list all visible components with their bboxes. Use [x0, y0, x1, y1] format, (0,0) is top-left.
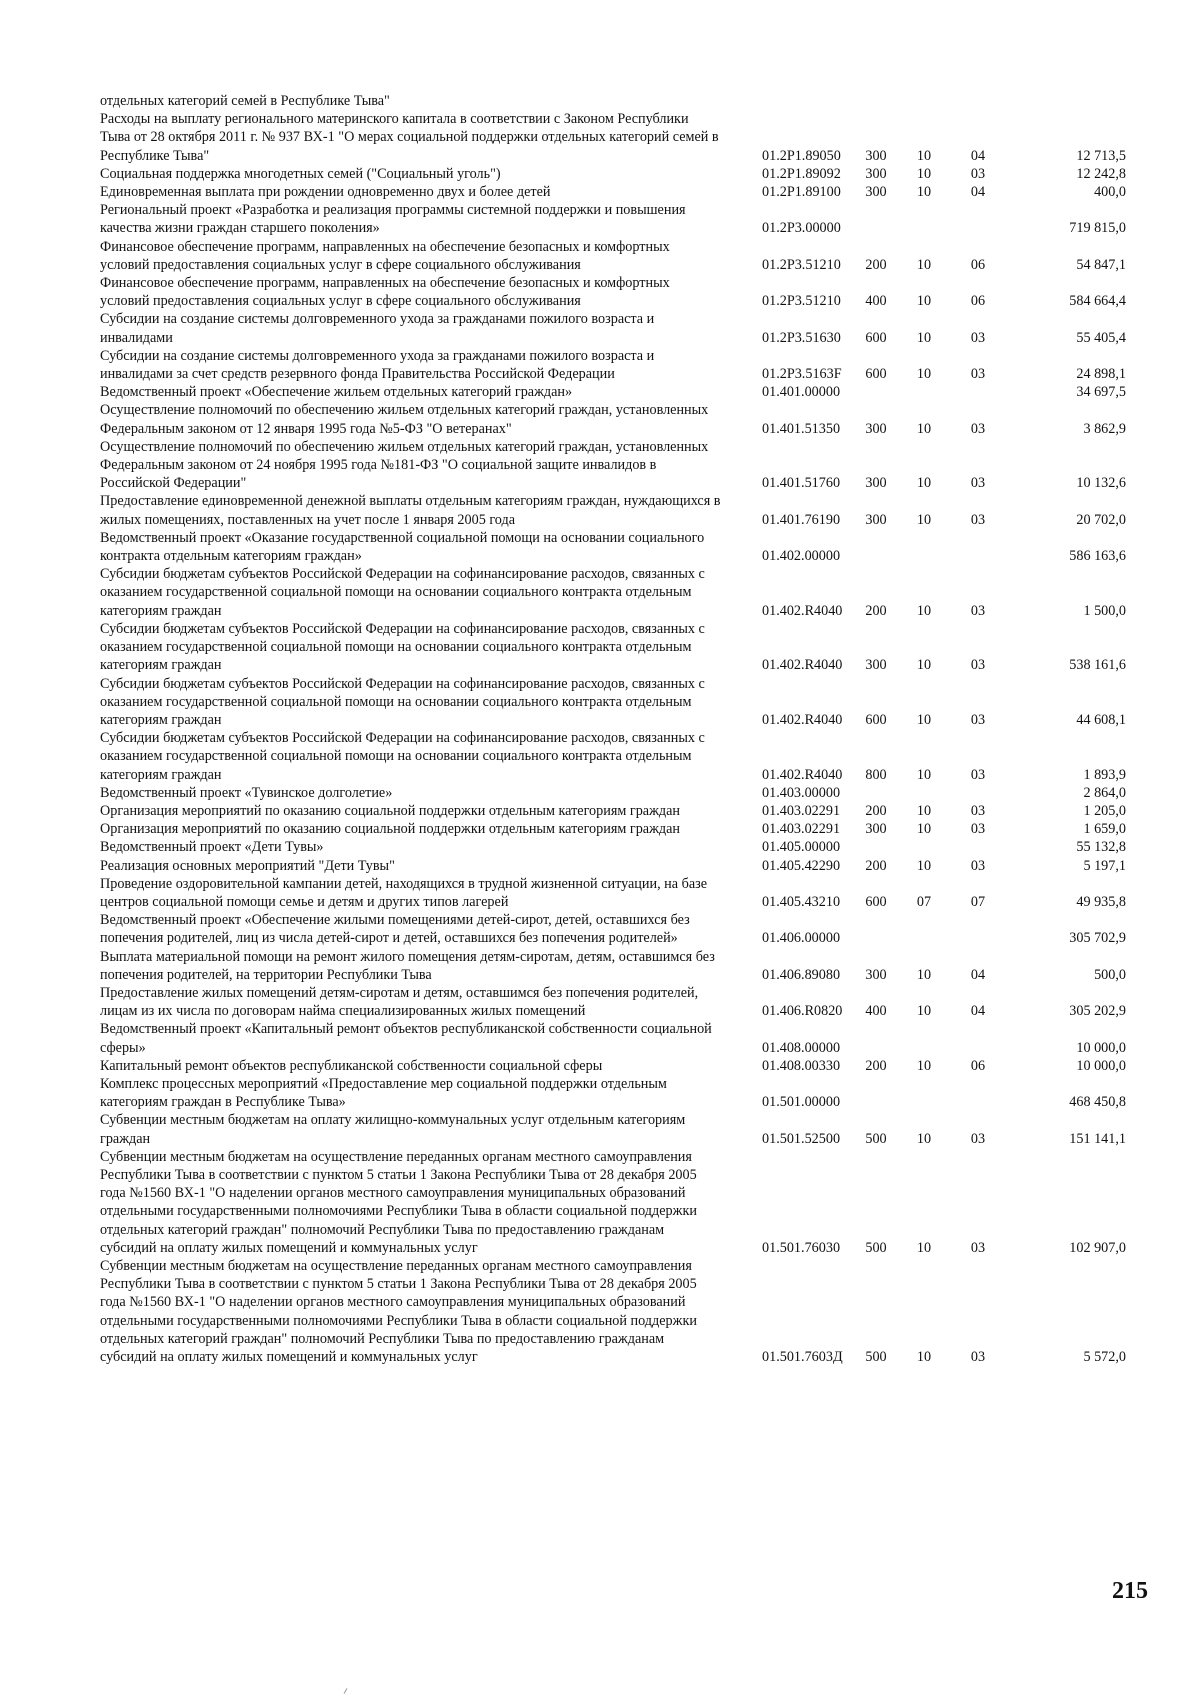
row-amount: 5 197,1: [1083, 857, 1126, 874]
row-amount: 1 893,9: [1083, 766, 1126, 783]
row-expense-type: 300: [865, 420, 887, 437]
row-expense-type: 200: [865, 802, 887, 819]
row-section: 10: [916, 511, 932, 528]
table-row: [100, 238, 1130, 274]
table-row: [100, 838, 1130, 856]
row-amount: 305 702,9: [1069, 930, 1126, 947]
row-subsection: [948, 92, 1008, 110]
row-target-code: 01.402.00000: [762, 548, 841, 565]
table-row: [100, 438, 1130, 493]
row-name: Ведомственный проект «Обеспечение жильем отдельных категорий граждан»: [100, 384, 573, 401]
row-name: Организация мероприятий по оказанию социальной поддержки отдельным категориям граждан: [100, 821, 681, 838]
table-row: [100, 274, 1130, 310]
row-target-code: 01.402.R4040: [762, 602, 843, 619]
row-expense-type: 300: [865, 657, 887, 674]
row-name: Комплекс процессных мероприятий «Предоставление мер социальной поддержки отдельным категориям граждан в Республике Тыва»: [100, 1075, 667, 1111]
row-target-code: 01.405.42290: [762, 857, 841, 874]
row-name: Ведомственный проект «Обеспечение жилыми помещениями детей-сирот, детей, оставшихся без попечения родителей, лиц из числа детей-сирот и детей, оставшихся без попечения родителей»: [100, 912, 690, 947]
table-row: [100, 401, 1130, 437]
row-subsection: 03: [970, 602, 986, 619]
table-row: [100, 620, 1130, 675]
row-section: 10: [916, 420, 932, 437]
row-name: Субсидии бюджетам субъектов Российской Федерации на софинансирование расходов, связанных с оказанием государственной социальной помощи на основании социального контракта отдельным категориям граждан: [100, 566, 705, 619]
row-amount: 500,0: [1094, 966, 1126, 983]
row-expense-type: [852, 383, 900, 401]
row-section: 07: [916, 893, 932, 910]
row-expense-type: 300: [865, 511, 887, 528]
row-target-code: 01.401.51350: [762, 420, 841, 437]
row-amount: 12 242,8: [1076, 165, 1126, 182]
table-row: [100, 857, 1130, 875]
row-subsection: 06: [970, 256, 986, 273]
row-target-code: 01.2P3.5163F: [762, 366, 842, 383]
table-row: [100, 1020, 1130, 1056]
row-target-code: 01.403.02291: [762, 821, 841, 838]
row-section: 10: [916, 1057, 932, 1074]
row-target-code: 01.2P3.51210: [762, 293, 841, 310]
row-section: 10: [916, 766, 932, 783]
table-row: [100, 784, 1130, 802]
row-amount: 584 664,4: [1069, 293, 1126, 310]
table-row: [100, 347, 1130, 383]
row-name: Единовременная выплата при рождении одновременно двух и более детей: [100, 184, 551, 201]
row-amount: 10 000,0: [1076, 1039, 1126, 1056]
row-subsection: [948, 838, 1008, 856]
row-target-code: 01.501.00000: [762, 1094, 841, 1111]
row-section: 10: [916, 1239, 932, 1256]
row-expense-type: 800: [865, 766, 887, 783]
row-section: 10: [916, 1003, 932, 1020]
row-section: 10: [916, 147, 932, 164]
row-target-code: 01.405.43210: [762, 893, 841, 910]
row-name: Субвенции местным бюджетам на осуществление переданных органам местного самоуправления Республики Тыва в соответствии с пунктом 5 статьи 1 Закона Республики Тыва от 28 декабря 2005 года №1560 ВХ-1 "О наделении органов местного самоуправления муниципальных образований отдельными государственными полномочиями Республики Тыва в области социальной поддержки отдельных категорий граждан" полномочий Республики Тыва по предоставлению гражданам субсидий на оплату жилых помещений и коммунальных услуг: [100, 1258, 697, 1366]
row-amount: 20 702,0: [1076, 511, 1126, 528]
row-amount: 55 405,4: [1076, 329, 1126, 346]
row-amount: 5 572,0: [1083, 1349, 1126, 1366]
row-target-code: 01.501.52500: [762, 1130, 841, 1147]
table-row: [100, 1111, 1130, 1147]
row-name: Осуществление полномочий по обеспечению жильем отдельных категорий граждан, установленных Федеральным законом от 24 ноября 1995 года №181-ФЗ "О социальной защите инвалидов в Российской Федерации": [100, 438, 709, 492]
row-amount: 24 898,1: [1076, 366, 1126, 383]
row-target-code: 01.402.R4040: [762, 766, 843, 783]
row-amount: 55 132,8: [1076, 839, 1126, 856]
row-target-code: 01.406.R0820: [762, 1003, 843, 1020]
row-expense-type: 300: [865, 475, 887, 492]
table-row: [100, 820, 1130, 838]
row-expense-type: 500: [865, 1239, 887, 1256]
scan-mark: [344, 1688, 348, 1694]
row-target-code: 01.403.00000: [762, 784, 841, 801]
row-section: 10: [916, 293, 932, 310]
row-subsection: 03: [970, 1349, 986, 1366]
row-subsection: 03: [970, 766, 986, 783]
row-name: Реализация основных мероприятий "Дети Тувы": [100, 857, 395, 874]
row-amount: 1 500,0: [1083, 602, 1126, 619]
row-amount: 586 163,6: [1069, 548, 1126, 565]
row-section: [900, 1020, 948, 1056]
row-target-code: 01.2P1.89100: [762, 184, 841, 201]
row-subsection: 04: [970, 184, 986, 201]
row-subsection: 07: [970, 893, 986, 910]
row-target-code: 01.2P1.89092: [762, 165, 841, 182]
row-expense-type: [852, 201, 900, 237]
row-expense-type: [852, 784, 900, 802]
row-subsection: 03: [970, 1130, 986, 1147]
table-row: [100, 110, 1130, 165]
row-subsection: [948, 383, 1008, 401]
row-target-code: 01.401.51760: [762, 475, 841, 492]
row-amount: 3 862,9: [1083, 420, 1126, 437]
row-target-code: 01.2P3.51630: [762, 329, 841, 346]
row-subsection: 03: [970, 366, 986, 383]
row-name: Субсидии на создание системы долговременного ухода за гражданами пожилого возраста и инвалидами: [100, 311, 655, 346]
row-section: 10: [916, 657, 932, 674]
row-name: Ведомственный проект «Дети Тувы»: [100, 839, 324, 856]
row-expense-type: 200: [865, 857, 887, 874]
row-name: Субвенции местным бюджетам на оплату жилищно-коммунальных услуг отдельным категориям граждан: [100, 1112, 686, 1147]
row-name: Ведомственный проект «Капитальный ремонт объектов республиканской собственности социальной сферы»: [100, 1021, 712, 1056]
row-subsection: 03: [970, 857, 986, 874]
row-subsection: [948, 529, 1008, 565]
row-name: Субсидии бюджетам субъектов Российской Федерации на софинансирование расходов, связанных с оказанием государственной социальной помощи на основании социального контракта отдельным категориям граждан: [100, 620, 705, 674]
page-number: 215: [1112, 1578, 1148, 1604]
row-subsection: 04: [970, 1003, 986, 1020]
budget-table: [100, 92, 1130, 1366]
row-name: Субсидии на создание системы долговременного ухода за гражданами пожилого возраста и инвалидами за счет средств резервного фонда Правительства Российской Федерации: [100, 347, 655, 383]
row-target-code: 01.406.89080: [762, 966, 841, 983]
row-expense-type: 400: [865, 1003, 887, 1020]
table-row: [100, 201, 1130, 237]
row-target-code: 01.2P3.51210: [762, 256, 841, 273]
row-target-code: 01.401.00000: [762, 384, 841, 401]
table-row: [100, 1148, 1130, 1257]
row-section: 10: [916, 857, 932, 874]
row-target-code: 01.401.76190: [762, 511, 841, 528]
table-row: [100, 529, 1130, 565]
row-amount: 49 935,8: [1076, 893, 1126, 910]
row-name: Ведомственный проект «Оказание государственной социальной помощи на основании социального контракта отдельным категориям граждан»: [100, 529, 705, 565]
row-name: Предоставление единовременной денежной выплаты отдельным категориям граждан, нуждающихся в жилых помещениях, поставленных на учет после 1 января 2005 года: [100, 493, 721, 528]
row-amount: 102 907,0: [1069, 1239, 1126, 1256]
table-row: [100, 183, 1130, 201]
row-amount: 10 132,6: [1076, 475, 1126, 492]
row-section: [900, 784, 948, 802]
row-section: [900, 383, 948, 401]
row-expense-type: 600: [865, 366, 887, 383]
table-row: [100, 911, 1130, 947]
row-target-code: 01.406.00000: [762, 930, 841, 947]
row-expense-type: 300: [865, 821, 887, 838]
row-expense-type: 300: [865, 147, 887, 164]
row-expense-type: 200: [865, 602, 887, 619]
row-section: 10: [916, 184, 932, 201]
table-row: [100, 984, 1130, 1020]
row-name: Осуществление полномочий по обеспечению жильем отдельных категорий граждан, установленных Федеральным законом от 12 января 1995 года №5-ФЗ "О ветеранах": [100, 402, 709, 437]
table-row: [100, 1075, 1130, 1111]
table-row: [100, 802, 1130, 820]
row-name: Субвенции местным бюджетам на осуществление переданных органам местного самоуправления Республики Тыва в соответствии с пунктом 5 статьи 1 Закона Республики Тыва от 28 декабря 2005 года №1560 ВХ-1 "О наделении органов местного самоуправления муниципальных образований отдельными государственными полномочиями Республики Тыва в области социальной поддержки отдельных категорий граждан" полномочий Республики Тыва по предоставлению гражданам субсидий на оплату жилых помещений и коммунальных услуг: [100, 1148, 697, 1256]
row-section: 10: [916, 602, 932, 619]
row-expense-type: 300: [865, 165, 887, 182]
row-section: 10: [916, 165, 932, 182]
row-name: Предоставление жилых помещений детям-сиротам и детям, оставшимся без попечения родителей, лицам из их числа по договорам найма специализированных жилых помещений: [100, 984, 699, 1020]
row-expense-type: 300: [865, 184, 887, 201]
row-subsection: [948, 784, 1008, 802]
row-subsection: 03: [970, 329, 986, 346]
table-row: [100, 165, 1130, 183]
row-subsection: 04: [970, 147, 986, 164]
row-amount: 34 697,5: [1076, 384, 1126, 401]
row-subsection: [948, 1075, 1008, 1111]
row-section: [900, 529, 948, 565]
row-subsection: [948, 201, 1008, 237]
row-name: Капитальный ремонт объектов республиканской собственности социальной сферы: [100, 1057, 603, 1074]
row-expense-type: 200: [865, 1057, 887, 1074]
row-name: Субсидии бюджетам субъектов Российской Федерации на софинансирование расходов, связанных с оказанием государственной социальной помощи на основании социального контракта отдельным категориям граждан: [100, 730, 705, 783]
row-subsection: 03: [970, 511, 986, 528]
row-subsection: 03: [970, 475, 986, 492]
row-name: Региональный проект «Разработка и реализация программы системной поддержки и повышения качества жизни граждан старшего поколения»: [100, 202, 686, 237]
row-expense-type: [852, 529, 900, 565]
row-name: Социальная поддержка многодетных семей ("Социальный уголь"): [100, 165, 501, 182]
table-row: [100, 675, 1130, 730]
row-subsection: 06: [970, 1057, 986, 1074]
row-amount: 538 161,6: [1069, 657, 1126, 674]
row-name: Субсидии бюджетам субъектов Российской Федерации на софинансирование расходов, связанных с оказанием государственной социальной помощи на основании социального контракта отдельным категориям граждан: [100, 675, 705, 728]
row-expense-type: 400: [865, 293, 887, 310]
table-row: [100, 1057, 1130, 1075]
row-amount: 468 450,8: [1069, 1094, 1126, 1111]
row-section: 10: [916, 329, 932, 346]
row-subsection: 03: [970, 821, 986, 838]
row-section: 10: [916, 366, 932, 383]
row-section: [900, 92, 948, 110]
row-amount: 10 000,0: [1076, 1057, 1126, 1074]
row-amount: 400,0: [1094, 184, 1126, 201]
row-section: 10: [916, 475, 932, 492]
row-expense-type: [852, 1020, 900, 1056]
row-section: 10: [916, 821, 932, 838]
row-section: [900, 838, 948, 856]
row-subsection: 06: [970, 293, 986, 310]
row-section: 10: [916, 966, 932, 983]
row-amount: 151 141,1: [1069, 1130, 1126, 1147]
row-expense-type: 500: [865, 1349, 887, 1366]
row-amount: [1008, 92, 1130, 110]
row-target-code: 01.405.00000: [762, 839, 841, 856]
row-subsection: 03: [970, 420, 986, 437]
row-target-code: 01.402.R4040: [762, 657, 843, 674]
row-expense-type: [852, 1075, 900, 1111]
row-name: Выплата материальной помощи на ремонт жилого помещения детям-сиротам, детям, оставшимся без попечения родителей, на территории Республики Тыва: [100, 948, 715, 983]
row-target-code: 01.403.02291: [762, 802, 841, 819]
row-expense-type: 500: [865, 1130, 887, 1147]
row-subsection: 03: [970, 165, 986, 182]
row-name: отдельных категорий семей в Республике Тыва": [100, 93, 390, 109]
row-subsection: 03: [970, 1239, 986, 1256]
table-row: [100, 875, 1130, 911]
row-section: [900, 911, 948, 947]
row-expense-type: 600: [865, 711, 887, 728]
row-target-code: 01.2P3.00000: [762, 220, 841, 237]
table-row: [100, 948, 1130, 984]
row-expense-type: [852, 838, 900, 856]
row-section: 10: [916, 256, 932, 273]
row-expense-type: 600: [865, 893, 887, 910]
row-amount: 44 608,1: [1076, 711, 1126, 728]
row-section: [900, 201, 948, 237]
row-amount: 54 847,1: [1076, 256, 1126, 273]
row-target-code: 01.408.00000: [762, 1039, 841, 1056]
table-row: [100, 565, 1130, 620]
row-expense-type: 200: [865, 256, 887, 273]
row-name: Проведение оздоровительной кампании детей, находящихся в трудной жизненной ситуации, на базе центров социальной помощи семье и детям и других типов лагерей: [100, 875, 708, 910]
table-row: [100, 1257, 1130, 1366]
row-expense-type: 300: [865, 966, 887, 983]
table-row: [100, 383, 1130, 401]
row-name: Ведомственный проект «Тувинское долголетие»: [100, 784, 393, 801]
row-amount: 305 202,9: [1069, 1003, 1126, 1020]
row-amount: 1 659,0: [1083, 821, 1126, 838]
row-amount: 719 815,0: [1069, 220, 1126, 237]
row-section: 10: [916, 802, 932, 819]
row-expense-type: 600: [865, 329, 887, 346]
row-name: Финансовое обеспечение программ, направленных на обеспечение безопасных и комфортных условий предоставления социальных услуг в сфере социального обслуживания: [100, 238, 670, 273]
row-name: Финансовое обеспечение программ, направленных на обеспечение безопасных и комфортных условий предоставления социальных услуг в сфере социального обслуживания: [100, 275, 670, 310]
row-subsection: 03: [970, 802, 986, 819]
row-amount: 2 864,0: [1083, 784, 1126, 801]
row-name: Расходы на выплату регионального материнского капитала в соответствии с Законом Республики Тыва от 28 октября 2011 г. № 937 ВХ-1 "О мерах социальной поддержки отдельных категорий семей в Республике Тыва": [100, 111, 719, 164]
row-target-code: [730, 92, 852, 110]
row-subsection: 04: [970, 966, 986, 983]
table-row: [100, 310, 1130, 346]
row-subsection: 03: [970, 711, 986, 728]
row-section: 10: [916, 711, 932, 728]
row-section: 10: [916, 1130, 932, 1147]
row-subsection: [948, 1020, 1008, 1056]
row-subsection: 03: [970, 657, 986, 674]
row-target-code: 01.501.7603Д: [762, 1349, 843, 1366]
row-amount: 12 713,5: [1076, 147, 1126, 164]
row-target-code: 01.408.00330: [762, 1057, 841, 1074]
row-section: 10: [916, 1349, 932, 1366]
budget-table-body: [100, 92, 1130, 1366]
table-row: [100, 729, 1130, 784]
row-amount: 1 205,0: [1083, 802, 1126, 819]
row-subsection: [948, 911, 1008, 947]
row-expense-type: [852, 911, 900, 947]
row-name: Организация мероприятий по оказанию социальной поддержки отдельным категориям граждан: [100, 802, 681, 819]
row-target-code: 01.402.R4040: [762, 711, 843, 728]
row-target-code: 01.2P1.89050: [762, 147, 841, 164]
table-row: [100, 92, 1130, 110]
table-row: [100, 492, 1130, 528]
row-expense-type: [852, 92, 900, 110]
row-target-code: 01.501.76030: [762, 1239, 841, 1256]
row-section: [900, 1075, 948, 1111]
